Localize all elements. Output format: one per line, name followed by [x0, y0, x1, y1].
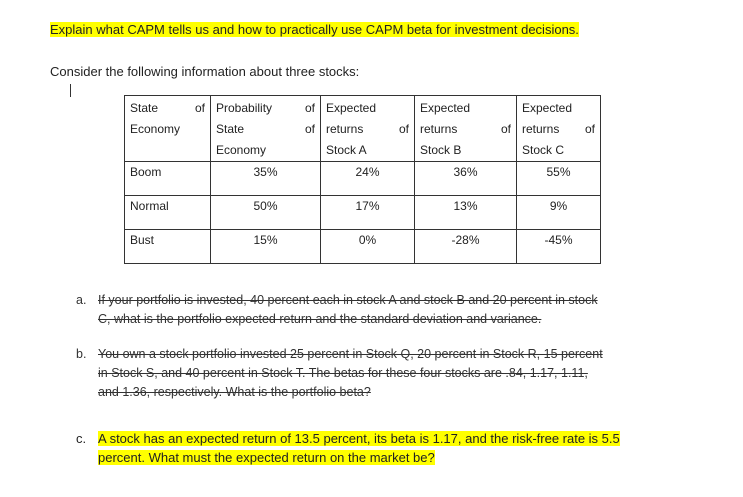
- question-c-line2: percent. What must the expected return on the market be?: [98, 450, 435, 465]
- intro-text: Consider the following information about three stocks:: [50, 64, 360, 79]
- question-b-line1: You own a stock portfolio invested 25 percent in Stock Q, 20 percent in Stock R, 15 percent: [98, 347, 603, 361]
- header-stock-b: Expected returns of Stock B: [415, 96, 517, 162]
- row-return-c: -45%: [517, 230, 601, 264]
- row-return-a: 0%: [321, 230, 415, 264]
- question-a-line2: C, what is the portfolio expected return and the standard deviation and variance.: [98, 312, 542, 326]
- row-probability: 50%: [211, 196, 321, 230]
- row-state: Normal: [125, 196, 211, 230]
- question-b: [76, 345, 686, 402]
- table-row: [125, 162, 601, 196]
- header-stock-c: Expected returns of Stock C: [517, 96, 601, 162]
- row-return-b: 13%: [415, 196, 517, 230]
- question-c-line1: A stock has an expected return of 13.5 percent, its beta is 1.17, and the risk-free rate is 5.5: [98, 431, 620, 446]
- header-stock-a: Expected returns of Stock A: [321, 96, 415, 162]
- row-probability: 35%: [211, 162, 321, 196]
- table-header-row: [125, 96, 601, 162]
- header-state-of-economy: State of Economy: [125, 96, 211, 162]
- row-return-c: 9%: [517, 196, 601, 230]
- text-cursor: [70, 84, 71, 97]
- question-b-line3: and 1.36, respectively. What is the portfolio beta?: [98, 385, 371, 399]
- table-row: [125, 230, 601, 264]
- header-probability: Probability of State of Economy: [211, 96, 321, 162]
- question-a-marker: a.: [76, 293, 87, 307]
- row-state: Boom: [125, 162, 211, 196]
- question-c: [76, 429, 696, 467]
- row-state: Bust: [125, 230, 211, 264]
- row-return-b: 36%: [415, 162, 517, 196]
- question-a: [76, 291, 686, 329]
- table-row: [125, 196, 601, 230]
- question-c-marker: c.: [76, 431, 87, 446]
- stock-returns-table: [124, 95, 601, 264]
- row-return-b: -28%: [415, 230, 517, 264]
- row-return-c: 55%: [517, 162, 601, 196]
- row-return-a: 24%: [321, 162, 415, 196]
- question-title: Explain what CAPM tells us and how to practically use CAPM beta for investment decisions.: [50, 22, 579, 37]
- question-b-line2: in Stock S, and 40 percent in Stock T. The betas for these four stocks are .84, 1.17, 1.11,: [98, 366, 588, 380]
- question-a-line1: If your portfolio is invested, 40 percent each in stock A and stock B and 20 percent in stock: [98, 293, 598, 307]
- question-b-marker: b.: [76, 347, 87, 361]
- row-probability: 15%: [211, 230, 321, 264]
- row-return-a: 17%: [321, 196, 415, 230]
